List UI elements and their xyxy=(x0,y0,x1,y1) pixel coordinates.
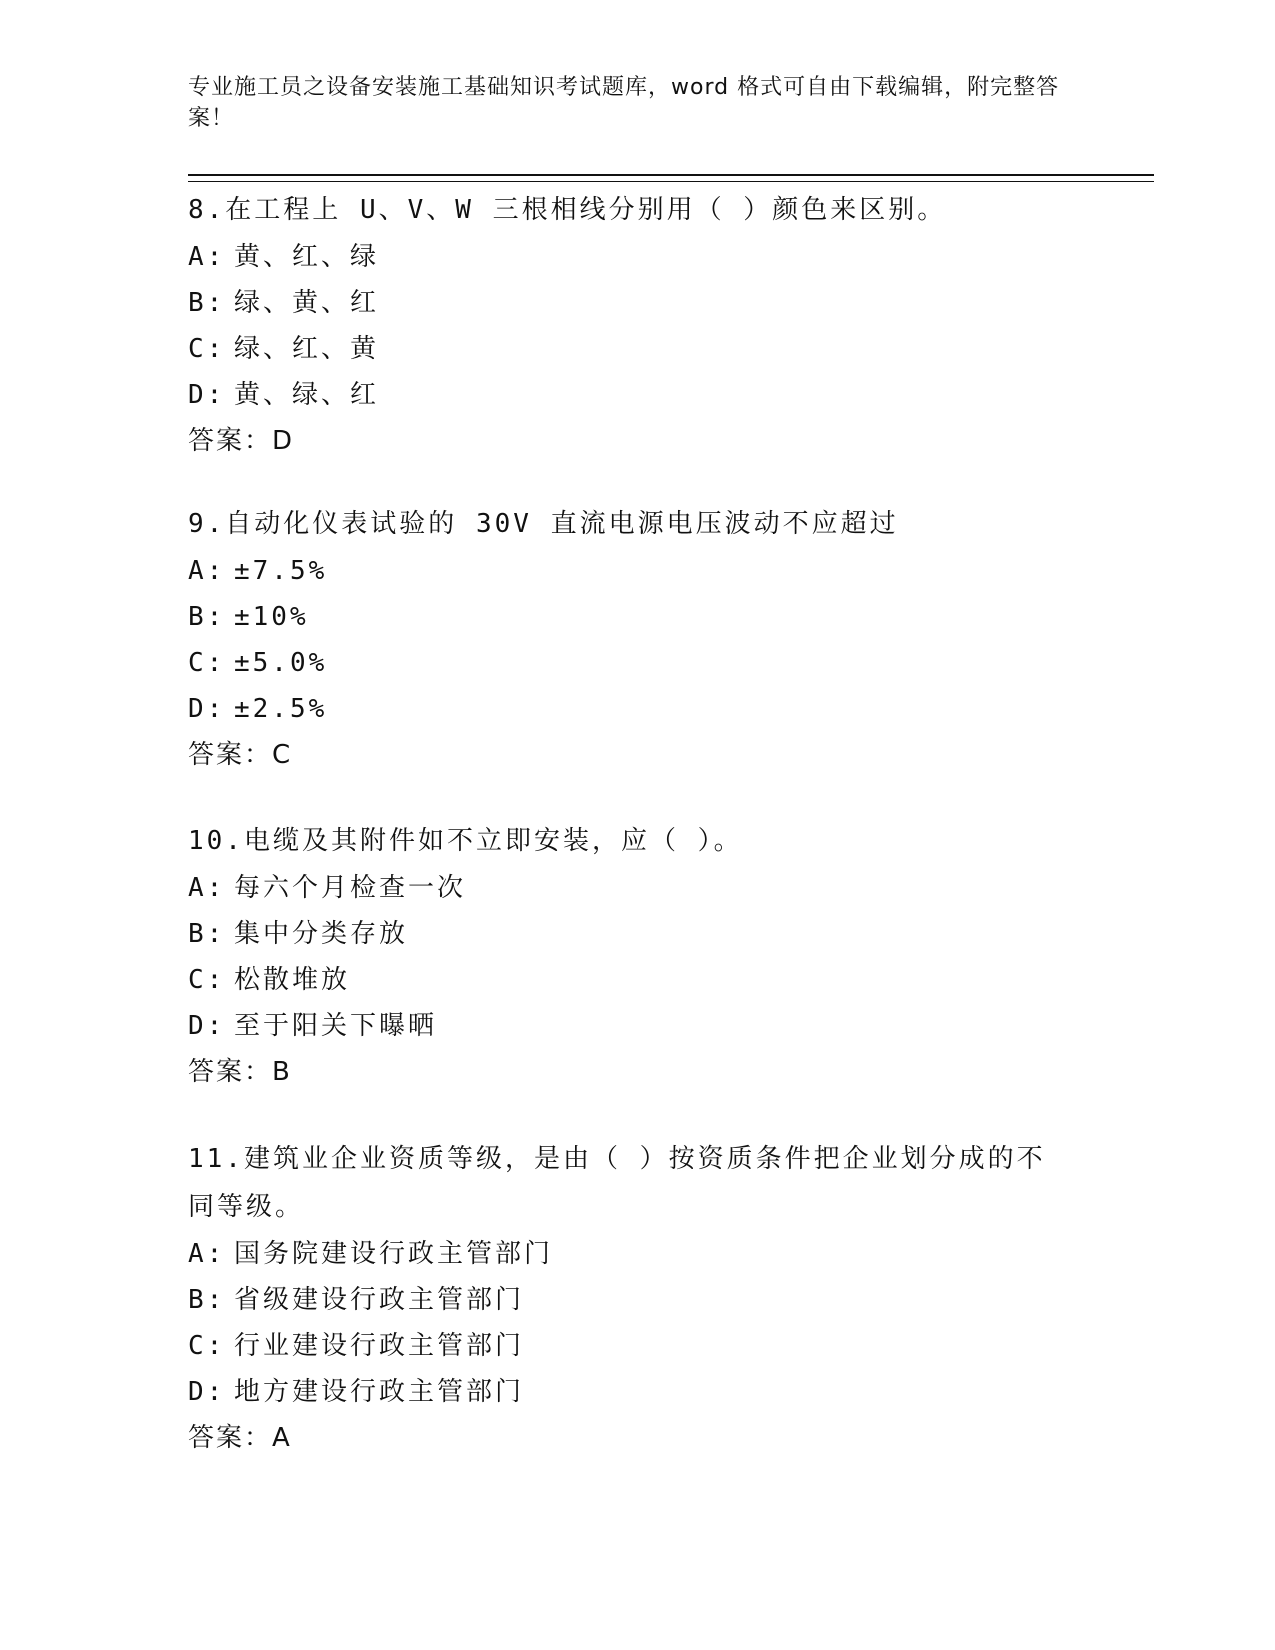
option-c xyxy=(188,957,1088,1003)
option-c xyxy=(188,640,1088,686)
option-a xyxy=(188,1231,1068,1277)
option-key: C: xyxy=(188,965,226,995)
option-d xyxy=(188,686,1088,732)
header-divider-thin xyxy=(188,181,1154,182)
option-c xyxy=(188,326,1088,372)
option-key: A: xyxy=(188,873,226,903)
option-d xyxy=(188,372,1088,418)
option-text: 绿、红、黄 xyxy=(234,334,380,364)
option-key: B: xyxy=(188,919,226,949)
document-header: 专业施工员之设备安装施工基础知识考试题库，word 格式可自由下载编辑，附完整答案！ xyxy=(188,75,1060,131)
option-key: A: xyxy=(188,556,226,586)
option-text: 集中分类存放 xyxy=(234,919,409,949)
option-key: B: xyxy=(188,1285,226,1315)
question-9 xyxy=(188,500,1088,778)
option-key: C: xyxy=(188,1331,226,1361)
answer-label: 答案：A xyxy=(188,1423,292,1453)
option-text: ±10% xyxy=(234,602,309,632)
option-text: ±5.0% xyxy=(234,648,328,678)
option-d xyxy=(188,1003,1088,1049)
question-11 xyxy=(188,1135,1068,1461)
option-text: 国务院建设行政主管部门 xyxy=(234,1239,554,1269)
question-stem: 9.自动化仪表试验的 30V 直流电源电压波动不应超过 xyxy=(188,509,899,539)
option-b xyxy=(188,280,1088,326)
option-text: ±2.5% xyxy=(234,694,328,724)
question-10 xyxy=(188,817,1088,1095)
option-a xyxy=(188,548,1088,594)
question-stem: 11.建筑业企业资质等级，是由（ ）按资质条件把企业划分成的不同等级。 xyxy=(188,1144,1046,1222)
option-a xyxy=(188,234,1088,280)
option-key: D: xyxy=(188,694,226,724)
option-c xyxy=(188,1323,1068,1369)
question-stem: 10.电缆及其附件如不立即安装，应（ ）。 xyxy=(188,826,743,856)
option-a xyxy=(188,865,1088,911)
option-b xyxy=(188,594,1088,640)
option-b xyxy=(188,1277,1068,1323)
option-key: C: xyxy=(188,334,226,364)
option-b xyxy=(188,911,1088,957)
answer-label: 答案：D xyxy=(188,426,295,456)
answer-label: 答案：B xyxy=(188,1057,292,1087)
option-key: A: xyxy=(188,1239,226,1269)
option-text: 地方建设行政主管部门 xyxy=(234,1377,525,1407)
header-divider-thick xyxy=(188,174,1154,176)
option-text: 每六个月检查一次 xyxy=(234,873,467,903)
option-key: A: xyxy=(188,242,226,272)
option-text: 省级建设行政主管部门 xyxy=(234,1285,525,1315)
option-text: ±7.5% xyxy=(234,556,328,586)
option-text: 绿、黄、红 xyxy=(234,288,380,318)
option-key: D: xyxy=(188,1011,226,1041)
option-text: 行业建设行政主管部门 xyxy=(234,1331,525,1361)
question-8 xyxy=(188,186,1088,464)
option-text: 黄、绿、红 xyxy=(234,380,380,410)
option-text: 黄、红、绿 xyxy=(234,242,380,272)
option-text: 松散堆放 xyxy=(234,965,351,995)
option-key: B: xyxy=(188,602,226,632)
option-key: C: xyxy=(188,648,226,678)
answer-label: 答案：C xyxy=(188,740,293,770)
option-key: B: xyxy=(188,288,226,318)
option-d xyxy=(188,1369,1068,1415)
option-text: 至于阳关下曝晒 xyxy=(234,1011,438,1041)
question-stem: 8.在工程上 U、V、W 三根相线分别用（ ）颜色来区别。 xyxy=(188,195,947,225)
option-key: D: xyxy=(188,1377,226,1407)
option-key: D: xyxy=(188,380,226,410)
